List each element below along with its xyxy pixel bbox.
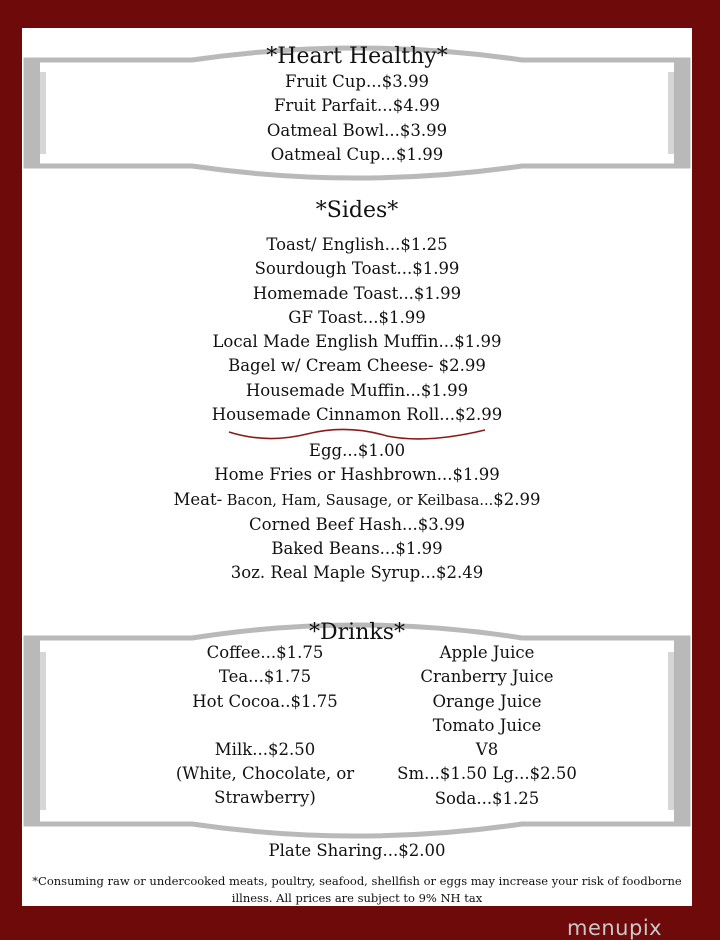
menu-item: Housemade Muffin...$1.99 [245, 380, 469, 400]
menu-item: Local Made English Muffin...$1.99 [212, 332, 502, 352]
heart-healthy-section [22, 46, 692, 167]
drinks-title: *Drinks* [309, 620, 405, 645]
menu-item: Sourdough Toast...$1.99 [254, 259, 460, 279]
menu-item: Egg...$1.00 [308, 441, 406, 460]
menu-item: GF Toast...$1.99 [288, 307, 426, 327]
drink-item: Sm...$1.50 Lg...$2.50 [397, 764, 577, 784]
menu-item: Oatmeal Bowl...$3.99 [266, 120, 448, 140]
drink-item-note: Strawberry) [214, 788, 316, 808]
heart-healthy-title: *Heart Healthy* [266, 44, 448, 69]
drink-item: Hot Cocoa..$1.75 [192, 691, 338, 711]
drinks-left-column [140, 641, 390, 811]
menu-item-meat [22, 488, 692, 513]
menu-item: 3oz. Real Maple Syrup...$2.49 [230, 563, 484, 583]
drink-item: Apple Juice [439, 643, 535, 662]
menu-item: Fruit Cup...$3.99 [285, 72, 429, 91]
watermark-logo: menupix [567, 916, 663, 940]
drink-item: Tea...$1.75 [218, 667, 312, 687]
menu-item: Oatmeal Cup...$1.99 [270, 144, 444, 164]
disclaimer-line-2: illness. All prices are subject to 9% NH tax [231, 891, 483, 905]
drink-item-note: (White, Chocolate, or [175, 764, 355, 784]
drink-item: Soda...$1.25 [434, 788, 540, 808]
menu-item: Home Fries or Hashbrown...$1.99 [214, 465, 500, 485]
drink-item: V8 [475, 740, 499, 760]
drink-item: Milk...$2.50 [214, 739, 316, 759]
drink-item: Coffee...$1.75 [206, 643, 324, 662]
meat-detail: Bacon, Ham, Sausage, or Keilbasa... [222, 492, 494, 509]
menu-item: Fruit Parfait...$4.99 [273, 96, 441, 116]
menu-item: Housemade Cinnamon Roll...$2.99 [211, 405, 503, 425]
plate-sharing: Plate Sharing...$2.00 [268, 841, 446, 860]
drinks-right-column [362, 641, 612, 811]
drink-item: Tomato Juice [432, 715, 542, 735]
sides-section [22, 200, 692, 427]
disclaimer [22, 873, 692, 907]
menu-item: Homemade Toast...$1.99 [252, 283, 462, 303]
disclaimer-line-1: *Consuming raw or undercooked meats, poultry, seafood, shellfish or eggs may increase your risk of foodborne [32, 874, 682, 888]
sides-section-continued [22, 439, 692, 586]
drink-item: Orange Juice [432, 691, 542, 711]
menu-item: Bagel w/ Cream Cheese- $2.99 [228, 356, 486, 376]
drink-item: Cranberry Juice [420, 667, 554, 687]
menu-page [22, 28, 692, 940]
menu-item: Toast/ English...$1.25 [266, 235, 448, 254]
sides-title: *Sides* [315, 198, 399, 223]
menu-item: Baked Beans...$1.99 [271, 539, 443, 559]
meat-price: $2.99 [493, 489, 541, 509]
meat-prefix: Meat- [173, 489, 223, 509]
menu-item: Corned Beef Hash...$3.99 [249, 514, 465, 534]
